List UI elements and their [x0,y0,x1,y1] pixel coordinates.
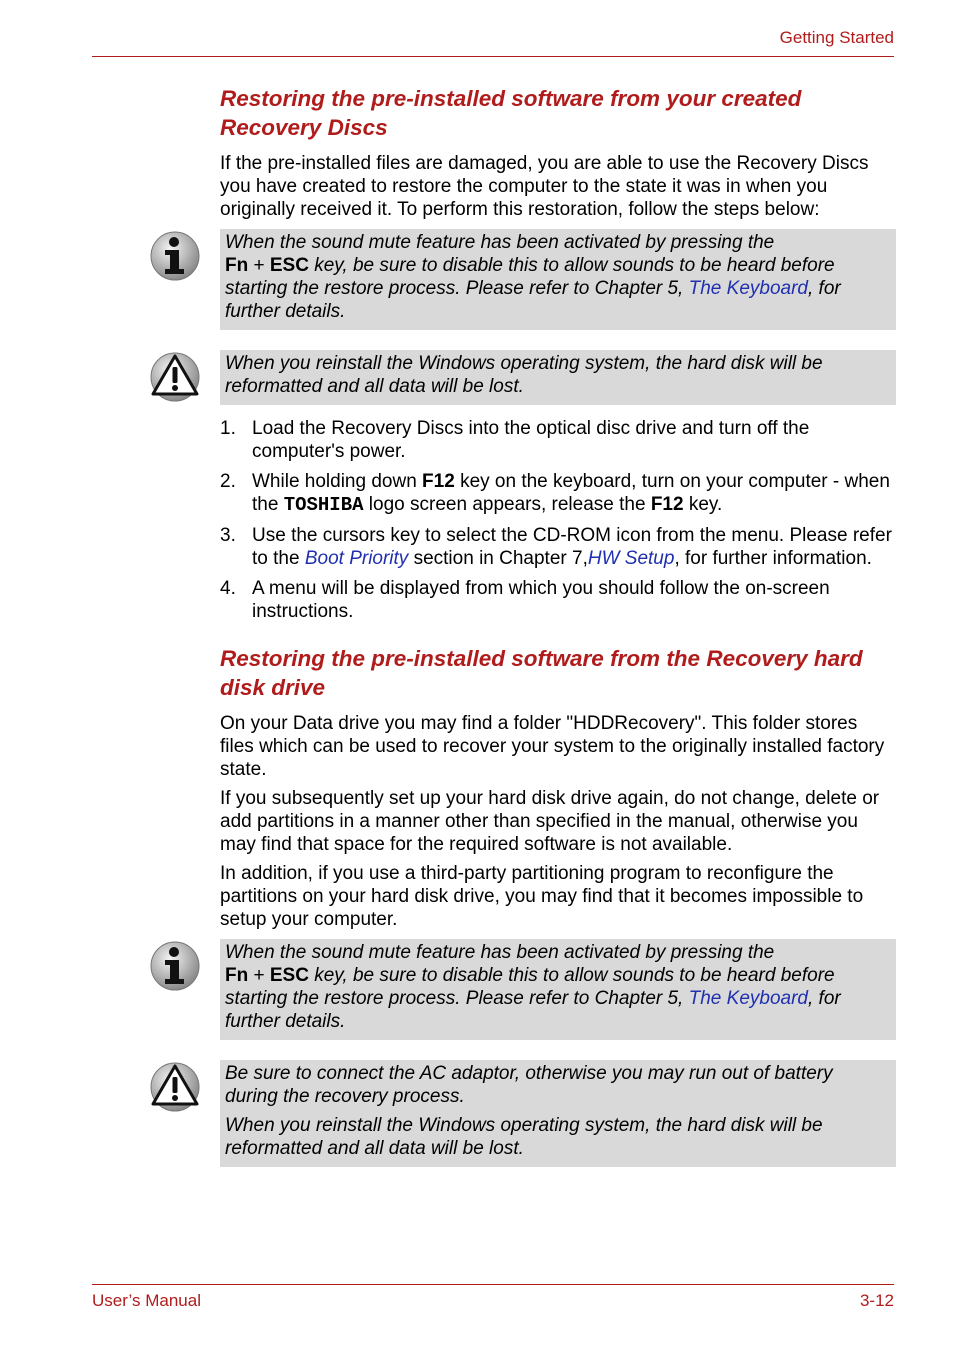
esc-key: ESC [269,255,309,276]
fn-key: Fn [225,965,249,986]
page-number: 3-12 [859,1291,894,1310]
step-number: 1. [220,418,236,439]
keyboard-chapter-link[interactable]: The Keyboard [688,278,808,299]
step-number: 3. [220,525,236,546]
note-text: key, be sure to disable this to allow sounds to be heard before starting the restore process. Please refer to Chapter 5, [225,255,835,299]
note-text: When the sound mute feature has been activated by pressing the [225,942,775,963]
plus-sign: + [248,255,270,276]
step-text: A menu will be displayed from which you should follow the on-screen instructions. [252,578,830,622]
hdd-paragraph-3: In addition, if you use a third-party partitioning program to reconfigure the partitions on your hard disk drive, you may find that it becomes impossible to setup your computer. [220,863,864,930]
note-text: Be sure to connect the AC adaptor, otherwise you may run out of battery during the recovery process. [225,1063,833,1107]
step-text: section in Chapter 7, [408,548,588,569]
warning-note [220,1060,896,1167]
note-text: , for further details. [225,278,841,322]
f12-key: F12 [422,471,455,492]
header-rule [92,56,894,57]
step-text: Load the Recovery Discs into the optical disc drive and turn off the computer's power. [252,418,810,462]
toshiba-logo-text: TOSHIBA [283,494,364,516]
running-header: Getting Started [779,28,894,47]
section-title-recovery-hdd: Restoring the pre-installed software from the Recovery hard disk drive [220,646,863,700]
footer-manual-title: User’s Manual [92,1291,201,1310]
step-text: While holding down [252,471,423,492]
step-text: key on the keyboard, turn on your computer - when the [252,471,890,515]
list-item [220,417,896,463]
note-text: When you reinstall the Windows operating system, the hard disk will be reformatted and all data will be lost. [225,353,823,397]
keyboard-chapter-link[interactable]: The Keyboard [688,988,808,1009]
page-content [220,84,896,1179]
step-number: 4. [220,578,236,599]
section-title-recovery-discs: Restoring the pre-installed software from your created Recovery Discs [220,86,802,140]
note-text: When the sound mute feature has been activated by pressing the [225,232,775,253]
step-text: Use the cursors key to select the CD-ROM icon from the menu. Please refer to the [252,525,892,569]
plus-sign: + [248,965,270,986]
warning-icon [148,350,202,404]
info-icon [148,229,202,283]
info-icon [148,939,202,993]
step-text: , for further information. [674,548,872,569]
footer-rule [92,1284,894,1285]
hdd-paragraph-1: On your Data drive you may find a folder "HDDRecovery". This folder stores files which can be used to recover your system to the originally installed factory state. [220,713,885,780]
list-item [220,524,896,570]
steps-list [220,417,896,623]
info-note-box [220,229,896,330]
step-text: key. [683,494,723,515]
list-item [220,470,896,517]
info-note-box [220,939,896,1040]
step-text: logo screen appears, release the [363,494,651,515]
hw-setup-link[interactable]: HW Setup [587,548,675,569]
note-text: , for further details. [225,988,841,1032]
note-text: key, be sure to disable this to allow sounds to be heard before starting the restore process. Please refer to Chapter 5, [225,965,835,1009]
intro-paragraph: If the pre-installed files are damaged, you are able to use the Recovery Discs you have created to restore the computer to the state it was in when you originally received it. To perform this restoration, follow the steps below: [220,153,869,220]
info-note [220,229,896,330]
f12-key: F12 [650,494,684,515]
info-note [220,939,896,1040]
list-item [220,577,896,623]
step-number: 2. [220,471,236,492]
note-text: When you reinstall the Windows operating system, the hard disk will be reformatted and all data will be lost. [225,1115,823,1159]
fn-key: Fn [225,255,249,276]
warning-note-box [220,1060,896,1167]
warning-note-box [220,350,896,405]
hdd-paragraph-2: If you subsequently set up your hard disk drive again, do not change, delete or add partitions in a manner other than specified in the manual, otherwise you may find that space for the required software is not available. [220,788,880,855]
boot-priority-link[interactable]: Boot Priority [304,548,409,569]
warning-note [220,350,896,405]
esc-key: ESC [269,965,309,986]
warning-icon [148,1060,202,1114]
